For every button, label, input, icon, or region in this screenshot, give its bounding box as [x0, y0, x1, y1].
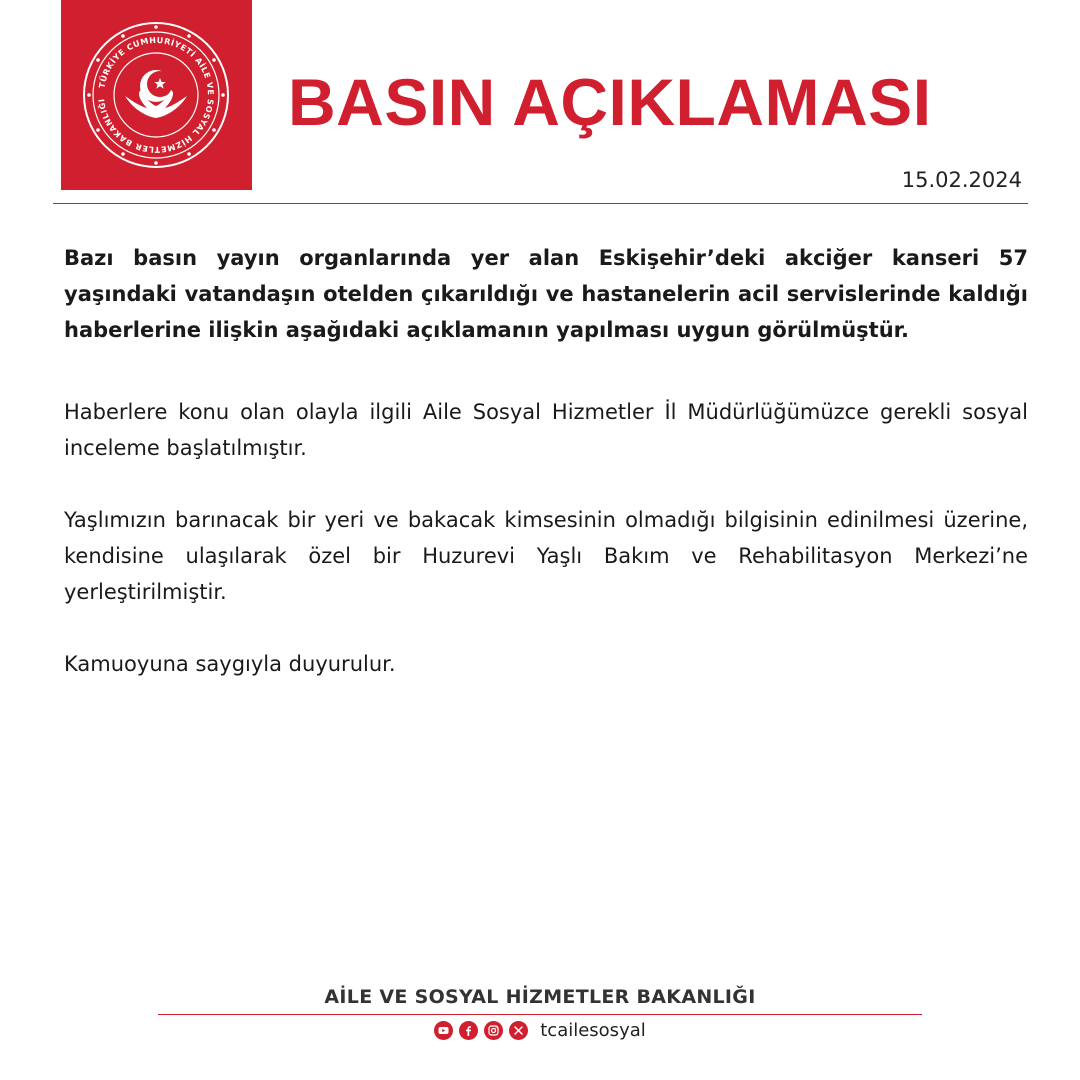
youtube-icon[interactable] — [434, 1021, 453, 1040]
footer-divider — [158, 1014, 922, 1015]
instagram-icon[interactable] — [484, 1021, 503, 1040]
ministry-emblem-icon — [61, 0, 252, 190]
body-paragraph: Yaşlımızın barınacak bir yeri ve bakacak kimsesinin olmadığı bilgisinin edinilmesi üzerine, kendisine ulaşılarak özel bir Huzurevi Yaşlı Bakım ve Rehabilitasyon Merkezi’ne yerleştirilmiştir. — [64, 508, 1028, 604]
header-divider — [53, 203, 1028, 204]
statement-body — [64, 240, 1028, 718]
ministry-logo — [61, 0, 252, 190]
facebook-icon[interactable] — [459, 1021, 478, 1040]
closing-paragraph: Kamuoyuna saygıyla duyurulur. — [64, 652, 396, 676]
press-date: 15.02.2024 — [901, 168, 1022, 192]
x-icon[interactable] — [509, 1021, 528, 1040]
logo-ring-text: TÜRKİYE CUMHURİYETİ AİLE VE SOSYAL HİZMETLER BAKANLIĞI — [97, 35, 216, 155]
social-handle[interactable]: tcailesosyal — [540, 1020, 646, 1041]
footer-organization: AİLE VE SOSYAL HİZMETLER BAKANLIĞI — [324, 986, 756, 1008]
body-paragraph: Haberlere konu olan olayla ilgili Aile Sosyal Hizmetler İl Müdürlüğümüzce gerekli sosyal inceleme başlatılmıştır. — [64, 400, 1028, 460]
page-title: BASIN AÇIKLAMASI — [288, 65, 932, 139]
social-bar — [0, 1020, 1080, 1041]
lead-paragraph: Bazı basın yayın organlarında yer alan Eskişehir’deki akciğer kanseri 57 yaşındaki vatandaşın otelden çıkarıldığı ve hastanelerin acil servislerinde kaldığı haberlerine ilişkin aşağıdaki açıklamanın yapılması uygun görülmüştür. — [64, 246, 1028, 342]
